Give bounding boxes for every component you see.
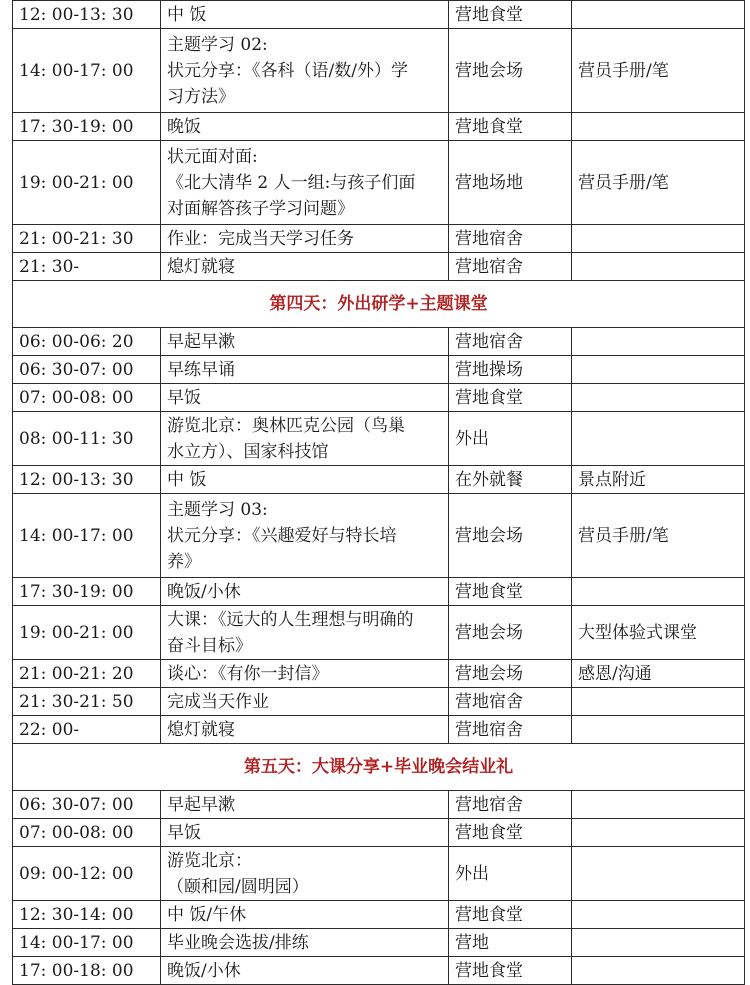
activity-line: 中 饭	[167, 469, 207, 490]
time-cell: 22: 00-	[13, 716, 161, 744]
schedule-row	[13, 957, 745, 985]
location-cell: 营地宿舍	[449, 253, 572, 281]
location-cell: 营地宿舍	[449, 225, 572, 253]
activity-cell	[161, 688, 449, 716]
activity-cell	[161, 660, 449, 688]
activity-cell	[161, 29, 449, 113]
schedule-row	[13, 791, 745, 819]
note-cell	[572, 578, 745, 606]
activity-cell	[161, 466, 449, 494]
schedule-row	[13, 578, 745, 606]
schedule-table	[12, 0, 745, 985]
activity-cell	[161, 791, 449, 819]
activity-line: 毕业晚会选拔/排练	[167, 932, 309, 953]
location-cell: 营地食堂	[449, 819, 572, 847]
note-cell	[572, 384, 745, 412]
location-cell: 营地食堂	[449, 1, 572, 29]
activity-line: 中 饭/午休	[167, 904, 247, 925]
activity-line: 作业：完成当天学习任务	[167, 228, 354, 249]
schedule-row	[13, 929, 745, 957]
location-cell: 营地宿舍	[449, 716, 572, 744]
schedule-row	[13, 141, 745, 225]
time-cell: 08: 00-11: 30	[13, 412, 161, 466]
location-cell: 营地宿舍	[449, 791, 572, 819]
activity-line: 游览北京：奥林匹克公园（鸟巢	[167, 415, 405, 436]
location-cell: 在外就餐	[449, 466, 572, 494]
activity-line: 早起早漱	[167, 794, 235, 815]
activity-line: 晚饭	[167, 116, 201, 137]
schedule-row	[13, 1, 745, 29]
activity-cell	[161, 253, 449, 281]
schedule-row	[13, 819, 745, 847]
activity-cell	[161, 578, 449, 606]
activity-cell	[161, 901, 449, 929]
note-cell	[572, 819, 745, 847]
activity-line: 状元分享：《各科（语/数/外）学	[167, 60, 408, 81]
note-cell	[572, 957, 745, 985]
location-cell: 营地食堂	[449, 113, 572, 141]
schedule-row	[13, 328, 745, 356]
time-cell: 14: 00-17: 00	[13, 929, 161, 957]
location-cell: 营地食堂	[449, 384, 572, 412]
activity-cell	[161, 847, 449, 901]
note-cell: 营员手册/笔	[572, 141, 745, 225]
location-cell: 外出	[449, 412, 572, 466]
time-cell: 09: 00-12: 00	[13, 847, 161, 901]
activity-cell	[161, 1, 449, 29]
schedule-row	[13, 356, 745, 384]
activity-line: 对面解答孩子学习问题》	[167, 198, 354, 219]
note-cell	[572, 412, 745, 466]
location-cell: 营地会场	[449, 29, 572, 113]
note-cell: 大型体验式课堂	[572, 606, 745, 660]
location-cell: 营地会场	[449, 494, 572, 578]
activity-line: 状元分享：《兴趣爱好与特长培	[167, 525, 397, 546]
activity-cell	[161, 957, 449, 985]
schedule-row	[13, 253, 745, 281]
schedule-row	[13, 113, 745, 141]
schedule-row	[13, 688, 745, 716]
location-cell: 营地	[449, 929, 572, 957]
day-heading: 第五天：大课分享+毕业晚会结业礼	[13, 744, 745, 791]
time-cell: 12: 00-13: 30	[13, 466, 161, 494]
time-cell: 21: 00-21: 30	[13, 225, 161, 253]
time-cell: 21: 30-21: 50	[13, 688, 161, 716]
schedule-row	[13, 466, 745, 494]
activity-line: 游览北京：	[167, 850, 252, 871]
day-heading-row	[13, 281, 745, 328]
activity-line: 主题学习 03:	[167, 499, 268, 520]
activity-line: 熄灯就寝	[167, 719, 235, 740]
time-cell: 21: 00-21: 20	[13, 660, 161, 688]
note-cell	[572, 328, 745, 356]
activity-line: 早饭	[167, 822, 201, 843]
time-cell: 07: 00-08: 00	[13, 384, 161, 412]
schedule-row	[13, 29, 745, 113]
activity-cell	[161, 412, 449, 466]
schedule-row	[13, 606, 745, 660]
location-cell: 营地会场	[449, 660, 572, 688]
activity-cell	[161, 606, 449, 660]
note-cell	[572, 1, 745, 29]
activity-cell	[161, 819, 449, 847]
activity-cell	[161, 716, 449, 744]
note-cell: 感恩/沟通	[572, 660, 745, 688]
activity-line: 熄灯就寝	[167, 256, 235, 277]
activity-cell	[161, 356, 449, 384]
location-cell: 营地会场	[449, 606, 572, 660]
time-cell: 06: 30-07: 00	[13, 791, 161, 819]
activity-line: 谈心：《有你一封信》	[167, 663, 329, 684]
schedule-row	[13, 225, 745, 253]
time-cell: 14: 00-17: 00	[13, 29, 161, 113]
time-cell: 07: 00-08: 00	[13, 819, 161, 847]
activity-line: 早练早诵	[167, 359, 235, 380]
location-cell: 营地食堂	[449, 578, 572, 606]
activity-line: 水立方）、国家科技馆	[167, 441, 329, 462]
activity-line: 养》	[167, 551, 201, 572]
day-heading: 第四天：外出研学+主题课堂	[13, 281, 745, 328]
time-cell: 12: 30-14: 00	[13, 901, 161, 929]
activity-line: 完成当天作业	[167, 691, 269, 712]
activity-cell	[161, 384, 449, 412]
activity-line: 习方法》	[167, 86, 235, 107]
location-cell: 营地食堂	[449, 901, 572, 929]
activity-line: 大课：《远大的人生理想与明确的	[167, 609, 414, 630]
location-cell: 营地操场	[449, 356, 572, 384]
schedule-row	[13, 384, 745, 412]
time-cell: 17: 30-19: 00	[13, 578, 161, 606]
activity-line: （颐和园/圆明园）	[167, 876, 309, 897]
time-cell: 19: 00-21: 00	[13, 141, 161, 225]
time-cell: 12: 00-13: 30	[13, 1, 161, 29]
note-cell	[572, 225, 745, 253]
location-cell: 营地食堂	[449, 957, 572, 985]
activity-cell	[161, 113, 449, 141]
location-cell: 营地宿舍	[449, 328, 572, 356]
activity-line: 奋斗目标》	[167, 635, 252, 656]
note-cell	[572, 847, 745, 901]
time-cell: 17: 30-19: 00	[13, 113, 161, 141]
activity-line: 主题学习 02:	[167, 34, 268, 55]
activity-line: 早起早漱	[167, 331, 235, 352]
schedule-row	[13, 847, 745, 901]
note-cell	[572, 901, 745, 929]
location-cell: 营地宿舍	[449, 688, 572, 716]
day-heading-row	[13, 744, 745, 791]
activity-cell	[161, 494, 449, 578]
schedule-row	[13, 660, 745, 688]
activity-line: 中 饭	[167, 4, 207, 25]
time-cell: 06: 00-06: 20	[13, 328, 161, 356]
note-cell	[572, 716, 745, 744]
activity-cell	[161, 141, 449, 225]
time-cell: 21: 30-	[13, 253, 161, 281]
activity-line: 《北大清华 2 人一组:与孩子们面	[167, 172, 416, 193]
time-cell: 14: 00-17: 00	[13, 494, 161, 578]
activity-cell	[161, 328, 449, 356]
activity-line: 状元面对面:	[167, 146, 258, 167]
schedule-row	[13, 412, 745, 466]
location-cell: 外出	[449, 847, 572, 901]
time-cell: 19: 00-21: 00	[13, 606, 161, 660]
note-cell	[572, 688, 745, 716]
location-cell: 营地场地	[449, 141, 572, 225]
activity-line: 晚饭/小休	[167, 960, 241, 981]
activity-cell	[161, 929, 449, 957]
note-cell: 景点附近	[572, 466, 745, 494]
schedule-row	[13, 901, 745, 929]
schedule-row	[13, 716, 745, 744]
note-cell	[572, 791, 745, 819]
note-cell	[572, 356, 745, 384]
schedule-row	[13, 494, 745, 578]
note-cell: 营员手册/笔	[572, 494, 745, 578]
note-cell	[572, 253, 745, 281]
time-cell: 06: 30-07: 00	[13, 356, 161, 384]
note-cell	[572, 113, 745, 141]
activity-line: 晚饭/小休	[167, 581, 241, 602]
activity-line: 早饭	[167, 387, 201, 408]
time-cell: 17: 00-18: 00	[13, 957, 161, 985]
note-cell: 营员手册/笔	[572, 29, 745, 113]
activity-cell	[161, 225, 449, 253]
note-cell	[572, 929, 745, 957]
